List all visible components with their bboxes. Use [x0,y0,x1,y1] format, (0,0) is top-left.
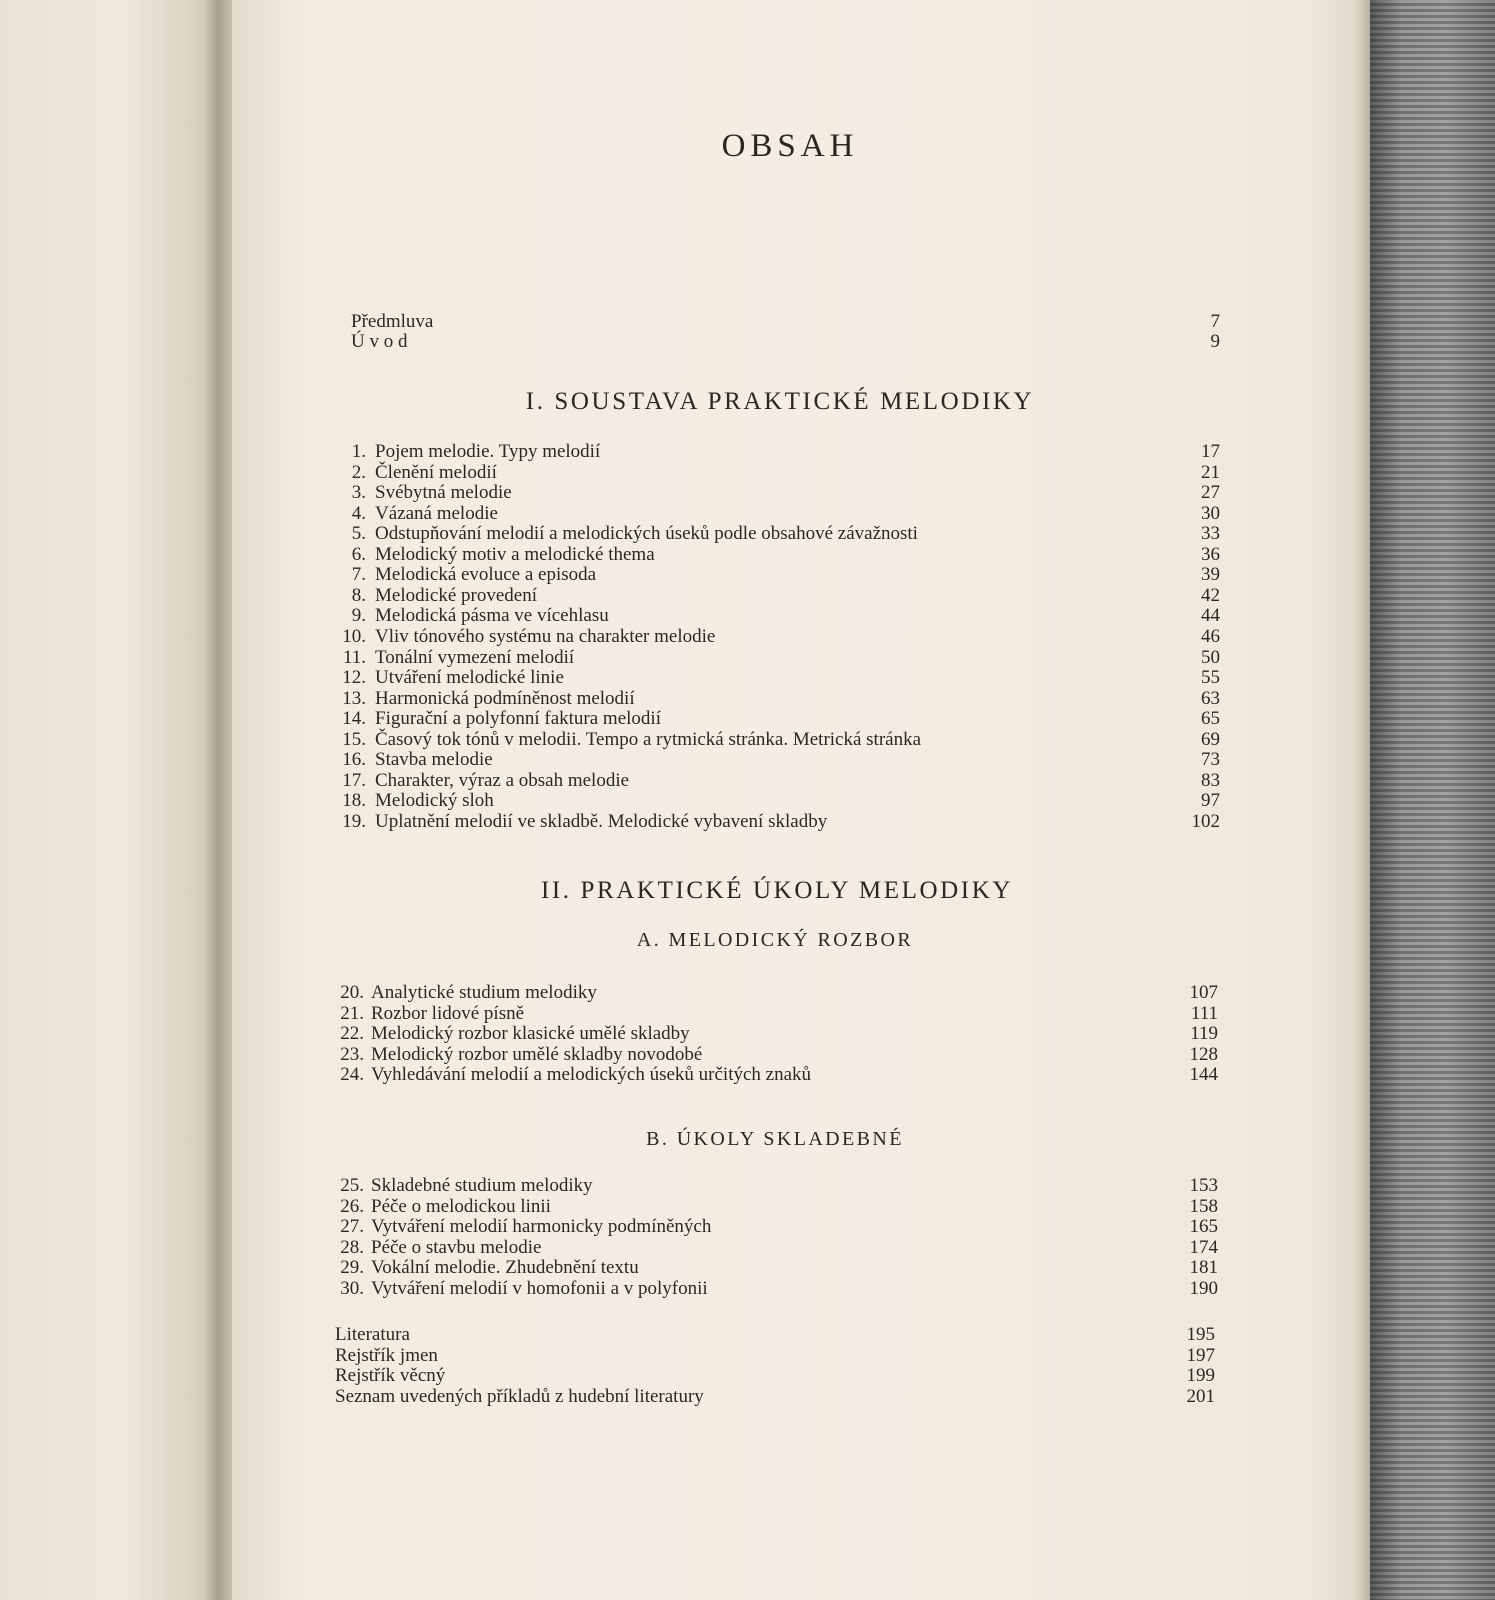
entry-label: Melodické provedení [375,584,537,606]
entry-label: Stavba melodie [375,749,493,771]
entry-page: 165 [1189,1216,1218,1237]
entry-number: 23. [340,1043,364,1065]
section-heading: II. PRAKTICKÉ ÚKOLY MELODIKY [540,877,1014,904]
toc-entry [0,667,1495,688]
entry-label: Členění melodií [375,461,497,483]
toc-entry [0,1237,1495,1258]
toc-entry [0,1216,1495,1237]
toc-entry [0,729,1495,750]
entry-label: Vytváření melodií harmonicky podmíněných [371,1216,712,1237]
toc-entry [0,982,1495,1003]
entry-page: 44 [1201,605,1220,627]
entry-number: 9. [351,605,366,627]
toc-entry [0,564,1495,585]
toc-entry [0,544,1495,565]
entry-number: 2. [351,461,366,483]
entry-page: 190 [1189,1277,1218,1299]
entry-label: Melodická pásma ve vícehlasu [375,605,609,627]
entry-label: Uplatnění melodií ve skladbě. Melodické vybavení skladby [375,810,828,832]
toc-entry [0,1044,1495,1065]
entry-label: Péče o melodickou linii [371,1195,551,1217]
entry-label: Figurační a polyfonní faktura melodií [375,708,661,730]
entry-label: Utváření melodické linie [375,667,564,689]
entry-page: 158 [1189,1195,1218,1217]
toc-entry [0,1196,1495,1217]
entry-label: Charakter, výraz a obsah melodie [375,769,630,791]
entry-page: 181 [1189,1257,1218,1278]
entry-label: Vytváření melodií v homofonii a v polyfonii [371,1277,708,1299]
entry-number: 29. [340,1257,364,1278]
entry-page: 63 [1201,687,1220,709]
entry-page: 119 [1190,1023,1218,1044]
toc-entry [0,1345,1495,1366]
entry-page: 201 [1186,1385,1215,1407]
entry-number: 17. [342,769,366,791]
toc-entry [0,1003,1495,1024]
entry-page: 195 [1186,1324,1215,1345]
entry-label: Svébytná melodie [375,482,512,504]
entry-page: 83 [1201,769,1220,791]
entry-label: Harmonická podmíněnost melodií [375,687,635,709]
toc-entry [0,1386,1495,1407]
entry-page: 36 [1201,543,1220,565]
entry-page: 65 [1201,708,1220,730]
entry-number: 11. [342,646,366,668]
entry-label: Rejstřík jmen [335,1344,438,1366]
toc-entry [0,626,1495,647]
entry-label: Analytické studium melodiky [371,982,597,1003]
entry-number: 24. [340,1064,364,1085]
toc-entry [0,770,1495,791]
entry-label: Rozbor lidové písně [371,1002,525,1024]
toc-entry [0,647,1495,668]
entry-label: Literatura [335,1324,410,1345]
entry-page: 153 [1189,1175,1218,1196]
entry-label: Vyhledávání melodií a melodických úseků určitých znaků [371,1064,812,1085]
entry-number: 20. [340,982,364,1003]
toc-entry [0,585,1495,606]
entry-label: Melodický rozbor klasické umělé skladby [371,1023,690,1044]
section-heading: I. SOUSTAVA PRAKTICKÉ MELODIKY [525,388,1035,415]
entry-number: 16. [342,749,366,771]
entry-label: Předmluva [351,311,434,332]
entry-page: 97 [1201,790,1220,812]
entry-label: Odstupňování melodií a melodických úseků podle obsahové závažnosti [375,523,918,545]
toc-entry [0,1064,1495,1085]
entry-page: 144 [1189,1064,1218,1085]
entry-label: Pojem melodie. Typy melodií [375,441,601,462]
entry-number: 3. [351,482,366,504]
entry-page: 46 [1201,625,1220,647]
subsection-heading: B. ÚKOLY SKLADEBNÉ [646,1128,904,1150]
toc-entry [0,482,1495,503]
toc-entry [0,503,1495,524]
entry-label: Vokální melodie. Zhudebnění textu [371,1257,639,1278]
entry-page: 7 [1210,311,1220,332]
entry-label: Časový tok tónů v melodii. Tempo a rytmická stránka. Metrická stránka [375,728,922,750]
entry-label: Rejstřík věcný [335,1365,446,1386]
toc-entry [0,523,1495,544]
entry-number: 1. [351,441,366,462]
entry-number: 25. [340,1175,364,1196]
entry-number: 6. [351,543,366,565]
toc-entry-front [0,331,1495,352]
toc-entry [0,441,1495,462]
entry-number: 4. [351,502,366,524]
entry-page: 102 [1191,810,1220,832]
toc-entry [0,1324,1495,1345]
entry-page: 174 [1189,1236,1218,1258]
entry-page: 30 [1201,502,1220,524]
page-title: OBSAH [721,128,859,164]
entry-page: 107 [1189,982,1218,1003]
toc-entry [0,605,1495,626]
entry-page: 55 [1201,667,1220,689]
entry-number: 22. [340,1023,364,1044]
toc-entry [0,1278,1495,1299]
entry-page: 111 [1190,1002,1218,1024]
entry-label: Ú v o d [351,331,408,352]
entry-label: Péče o stavbu melodie [371,1236,542,1258]
entry-number: 13. [342,687,366,709]
subsection-heading: A. MELODICKÝ ROZBOR [636,929,914,951]
entry-number: 15. [342,728,366,750]
toc-entry [0,1175,1495,1196]
entry-number: 12. [342,667,366,689]
entry-label: Skladebné studium melodiky [371,1175,593,1196]
toc-entry [0,688,1495,709]
entry-page: 39 [1201,564,1220,586]
entry-number: 8. [351,584,366,606]
toc-entry [0,790,1495,811]
entry-number: 18. [342,790,366,812]
entry-page: 73 [1201,749,1220,771]
entry-label: Melodický rozbor umělé skladby novodobé [371,1043,703,1065]
entry-label: Melodický sloh [375,790,494,812]
entry-number: 19. [342,810,366,832]
toc-entry [0,1023,1495,1044]
entry-number: 5. [351,523,366,545]
entry-page: 27 [1201,482,1220,504]
entry-page: 42 [1201,584,1220,606]
entry-number: 21. [340,1002,364,1024]
entry-page: 33 [1201,523,1220,545]
entry-label: Melodický motiv a melodické thema [375,543,655,565]
entry-number: 28. [340,1236,364,1258]
entry-page: 69 [1201,728,1220,750]
entry-page: 50 [1201,646,1220,668]
entry-number: 26. [340,1195,364,1217]
toc-entry [0,462,1495,483]
entry-page: 21 [1201,461,1220,483]
toc-entry [0,749,1495,770]
entry-number: 7. [351,564,366,586]
toc-entry [0,708,1495,729]
entry-page: 197 [1186,1344,1215,1366]
entry-label: Melodická evoluce a episoda [375,564,597,586]
entry-number: 14. [342,708,366,730]
entry-number: 27. [340,1216,364,1237]
entry-page: 17 [1201,441,1220,462]
entry-number: 10. [342,625,366,647]
entry-label: Tonální vymezení melodií [375,646,575,668]
entry-page: 9 [1210,331,1220,352]
toc-entry [0,811,1495,832]
entry-label: Vliv tónového systému na charakter melodie [375,625,716,647]
toc-entry [0,1365,1495,1386]
toc-entry [0,1257,1495,1278]
entry-page: 199 [1186,1365,1215,1386]
entry-label: Seznam uvedených příkladů z hudební literatury [335,1385,704,1407]
entry-label: Vázaná melodie [375,502,498,524]
toc-entry-front [0,311,1495,332]
entry-number: 30. [340,1277,364,1299]
entry-page: 128 [1189,1043,1218,1065]
